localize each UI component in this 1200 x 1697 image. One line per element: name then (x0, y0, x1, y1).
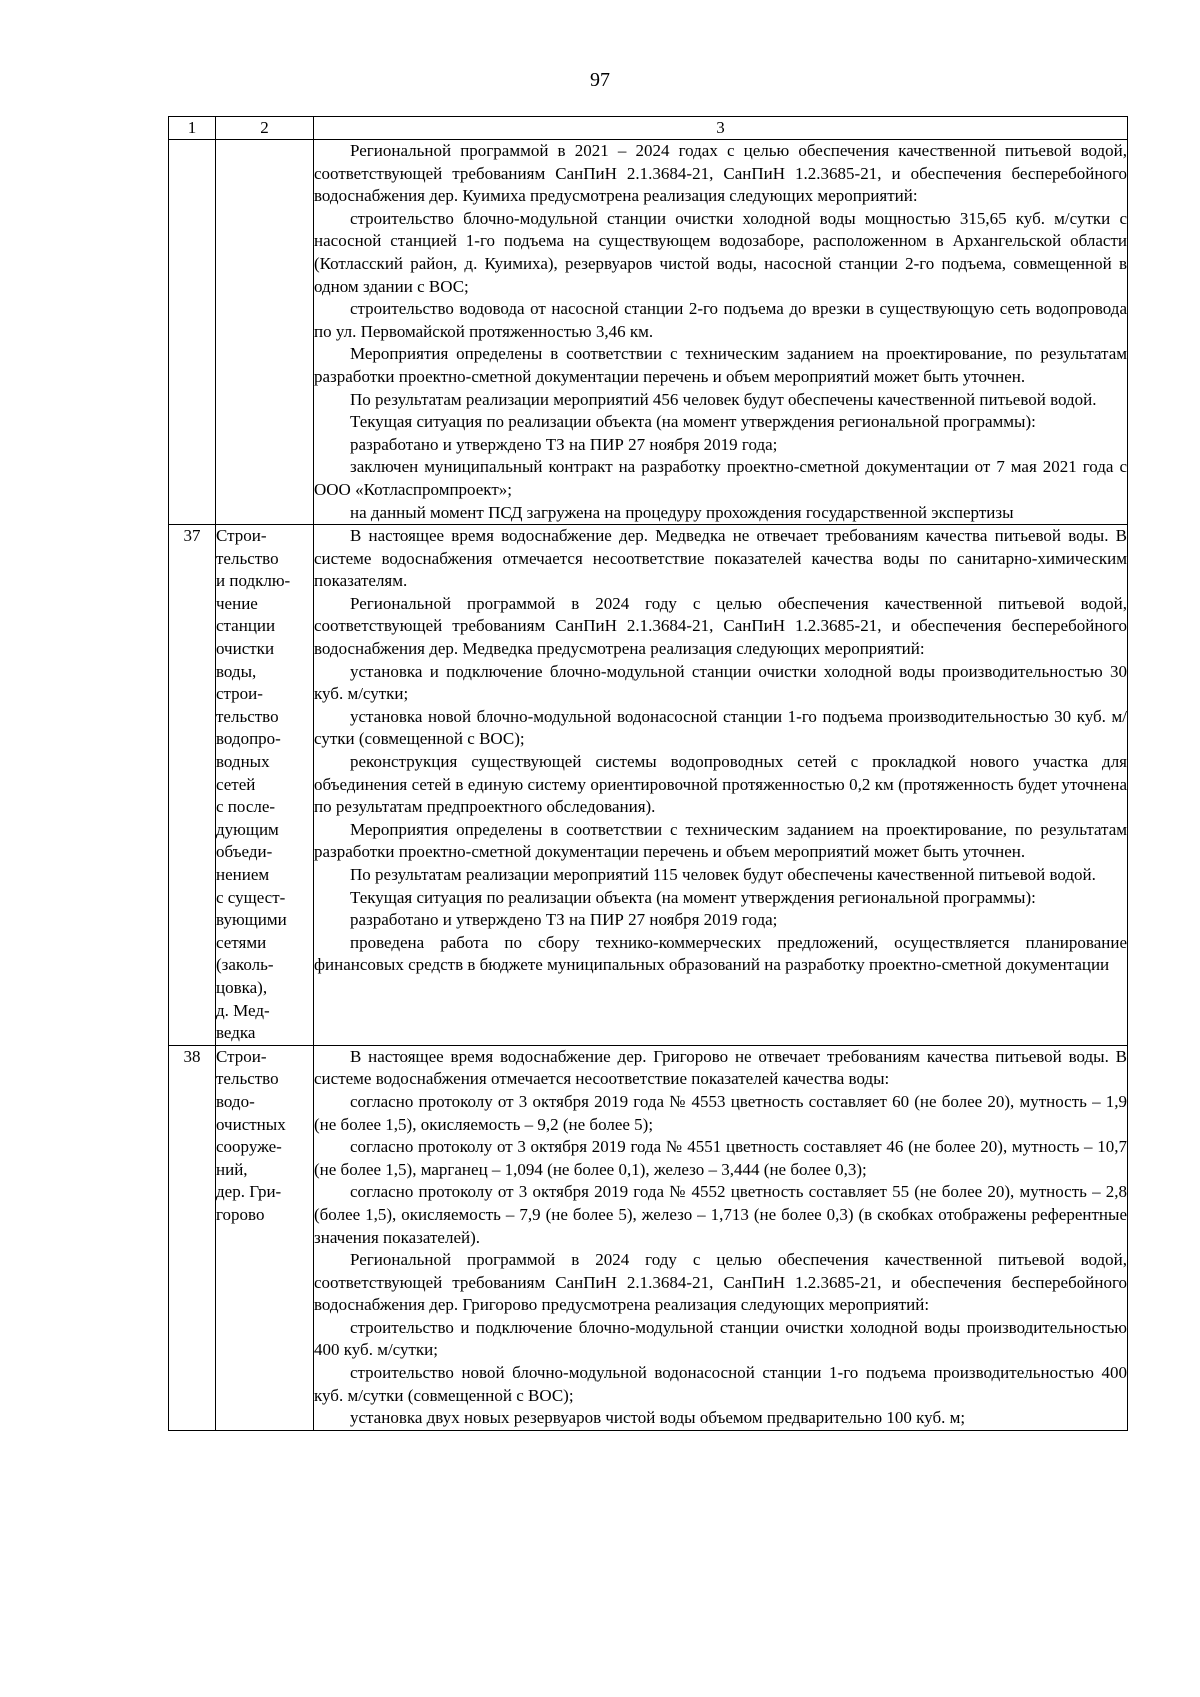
description-paragraph: строительство блочно-модульной станции очистки холодной воды мощностью 315,65 куб. м/сутки с насосной станцией 1-го подъема на существующем водозаборе, расположенном в Архангельской области (Котласский район, д. Куимиха), резервуаров чистой воды, насосной станции 2-го подъема, совмещенной в одном здании с ВОС; (314, 208, 1127, 296)
object-name-cell (216, 140, 314, 525)
object-name-line: дующим (216, 819, 279, 839)
description-paragraph: согласно протоколу от 3 октября 2019 года № 4552 цветность составляет 55 (не более 20), мутность – 2,8 (более 1,5), окисляемость – 7,9 (не более 5), железо – 1,713 (не более 0,3) (в скобках отображены референтные значения показателей). (314, 1182, 1127, 1247)
object-name-line: (заколь- (216, 955, 274, 975)
description-paragraph: разработано и утверждено ТЗ на ПИР 27 ноября 2019 года; (350, 434, 778, 454)
object-name-line: Строи- (216, 1046, 267, 1066)
program-table (168, 116, 1128, 1431)
header-col-3: 3 (314, 117, 1128, 140)
object-name-line: водопро- (216, 729, 281, 749)
row-number: 37 (169, 525, 216, 1046)
object-name-line: станции (216, 616, 276, 636)
description-paragraph: В настоящее время водоснабжение дер. Медведка не отвечает требованиям качества питьевой воды. В системе водоснабжения отмечается несоответствие показателей качества воды по санитарно-химическим показателям. (314, 526, 1127, 591)
header-col-2: 2 (216, 117, 314, 140)
object-name-cell (216, 1045, 314, 1430)
object-name-line: д. Мед- (216, 1000, 270, 1020)
table-row (169, 525, 1128, 1046)
table-header-row (169, 117, 1128, 140)
table-row (169, 140, 1128, 525)
description-paragraph: строительство новой блочно-модульной водонасосной станции 1-го подъема производительностью 400 куб. м/сутки (совмещенной с ВОС); (314, 1363, 1127, 1405)
description-cell (314, 525, 1128, 1046)
object-name-line: сетей (216, 774, 256, 794)
description-paragraph: согласно протоколу от 3 октября 2019 года № 4553 цветность составляет 60 (не более 20), мутность – 1,9 (не более 1,5), окисляемость – 9,2 (не более 5); (314, 1091, 1127, 1134)
row-number: 38 (169, 1045, 216, 1430)
header-col-1: 1 (169, 117, 216, 140)
object-name-line: ний, (216, 1159, 248, 1179)
description-paragraph: установка двух новых резервуаров чистой воды объемом предварительно 100 куб. м; (350, 1408, 966, 1428)
description-paragraph: заключен муниципальный контракт на разработку проектно-сметной документации от 7 мая 2021 года с ООО «Котласпромпроект»; (314, 457, 1127, 499)
object-name-line: дер. Гри- (216, 1182, 282, 1202)
object-name-line: водо- (216, 1091, 255, 1111)
object-name-cell (216, 525, 314, 1046)
description-paragraph: По результатам реализации мероприятий 115 человек будут обеспечены качественной питьевой водой. (350, 865, 1096, 884)
description-paragraph: Текущая ситуация по реализации объекта (на момент утверждения региональной программы): (350, 412, 1036, 432)
object-name-line: очистных (216, 1114, 286, 1134)
object-name-line: воды, (216, 661, 257, 681)
object-name-line: сетями (216, 932, 267, 952)
description-paragraph: Текущая ситуация по реализации объекта (на момент утверждения региональной программы): (350, 887, 1036, 907)
description-paragraph: В настоящее время водоснабжение дер. Григорово не отвечает требованиям качества питьевой воды. В системе водоснабжения отмечается несоответствие показателей качества воды: (314, 1046, 1127, 1089)
description-paragraph: Мероприятия определены в соответствии с техническим заданием на проектирование, по результатам разработки проектно-сметной документации перечень и объем мероприятий может быть уточнен. (314, 344, 1127, 386)
object-name-line: водных (216, 752, 270, 772)
description-paragraph: Мероприятия определены в соответствии с техническим заданием на проектирование, по результатам разработки проектно-сметной документации перечень и объем мероприятий может быть уточнен. (314, 819, 1127, 862)
description-cell (314, 140, 1128, 525)
description-paragraph: установка новой блочно-модульной водонасосной станции 1-го подъема производительностью 30 куб. м/сутки (совмещенной с ВОС); (314, 706, 1127, 749)
description-paragraph: Региональной программой в 2024 году с целью обеспечения качественной питьевой водой, соответствующей требованиям СанПиН 2.1.3684-21, СанПиН 1.2.3685-21, и обеспечения бесперебойного водоснабжения дер. Медведка предусмотрена реализация следующих мероприятий: (314, 593, 1127, 659)
object-name-line: с после- (216, 797, 276, 817)
object-name-line: и подклю- (216, 571, 291, 591)
description-paragraph: Региональной программой в 2021 – 2024 годах с целью обеспечения качественной питьевой водой, соответствующей требованиям СанПиН 2.1.3684-21, СанПиН 1.2.3685-21, и обеспечения бесперебойного водоснабжения дер. Куимиха предусмотрена реализация следующих мероприятий: (314, 141, 1127, 206)
object-name-line: с сущест- (216, 887, 286, 907)
object-name-line: вующими (216, 910, 287, 930)
object-name-line: тельство (216, 706, 279, 726)
object-name-line: горово (216, 1204, 265, 1224)
object-name-line: ведка (216, 1023, 256, 1043)
object-name-line: цовка), (216, 977, 268, 997)
object-name-line: тельство (216, 1069, 279, 1089)
description-paragraph: согласно протоколу от 3 октября 2019 года № 4551 цветность составляет 46 (не более 20), мутность – 10,7 (не более 1,5), марганец – 1,094 (не более 0,1), железо – 3,444 (не более 0,3); (314, 1137, 1127, 1179)
object-name-line: тельство (216, 548, 279, 568)
object-name-line: чение (216, 593, 258, 613)
object-name-line: строи- (216, 684, 263, 704)
object-name-line: нением (216, 865, 270, 884)
page-number: 97 (590, 69, 610, 91)
description-paragraph: По результатам реализации мероприятий 456 человек будут обеспечены качественной питьевой водой. (350, 389, 1097, 409)
description-paragraph: на данный момент ПСД загружена на процедуру прохождения государственной экспертизы (350, 502, 1014, 522)
description-paragraph: строительство и подключение блочно-модульной станции очистки холодной воды производительностью 400 куб. м/сутки; (314, 1317, 1127, 1360)
description-paragraph: Региональной программой в 2024 году с целью обеспечения качественной питьевой водой, соответствующей требованиям СанПиН 2.1.3684-21, СанПиН 1.2.3685-21, и обеспечения бесперебойного водоснабжения дер. Григорово предусмотрена реализация следующих мероприятий: (314, 1250, 1127, 1315)
object-name-line: Строи- (216, 526, 267, 546)
description-paragraph: реконструкция существующей системы водопроводных сетей с прокладкой нового участка для объединения сетей в единую систему ориентировочной протяженностью 0,2 км (протяженность будет уточнена по результатам предпроектного обследования). (314, 752, 1127, 817)
object-name-line: объеди- (216, 842, 273, 862)
table-row (169, 1045, 1128, 1430)
description-paragraph: разработано и утверждено ТЗ на ПИР 27 ноября 2019 года; (350, 910, 778, 930)
row-number (169, 140, 216, 525)
description-cell (314, 1045, 1128, 1430)
object-name-line: очистки (216, 639, 275, 659)
description-paragraph: установка и подключение блочно-модульной станции очистки холодной воды производительностью 30 куб. м/сутки; (314, 661, 1127, 704)
description-paragraph: строительство водовода от насосной станции 2-го подъема до врезки в существующую сеть водопровода по ул. Первомайской протяженностью 3,46 км. (314, 299, 1127, 341)
description-paragraph: проведена работа по сбору технико-коммерческих предложений, осуществляется планирование финансовых средств в бюджете муниципальных образований на разработку проектно-сметной документации (314, 932, 1127, 975)
object-name-line: сооруже- (216, 1137, 282, 1157)
